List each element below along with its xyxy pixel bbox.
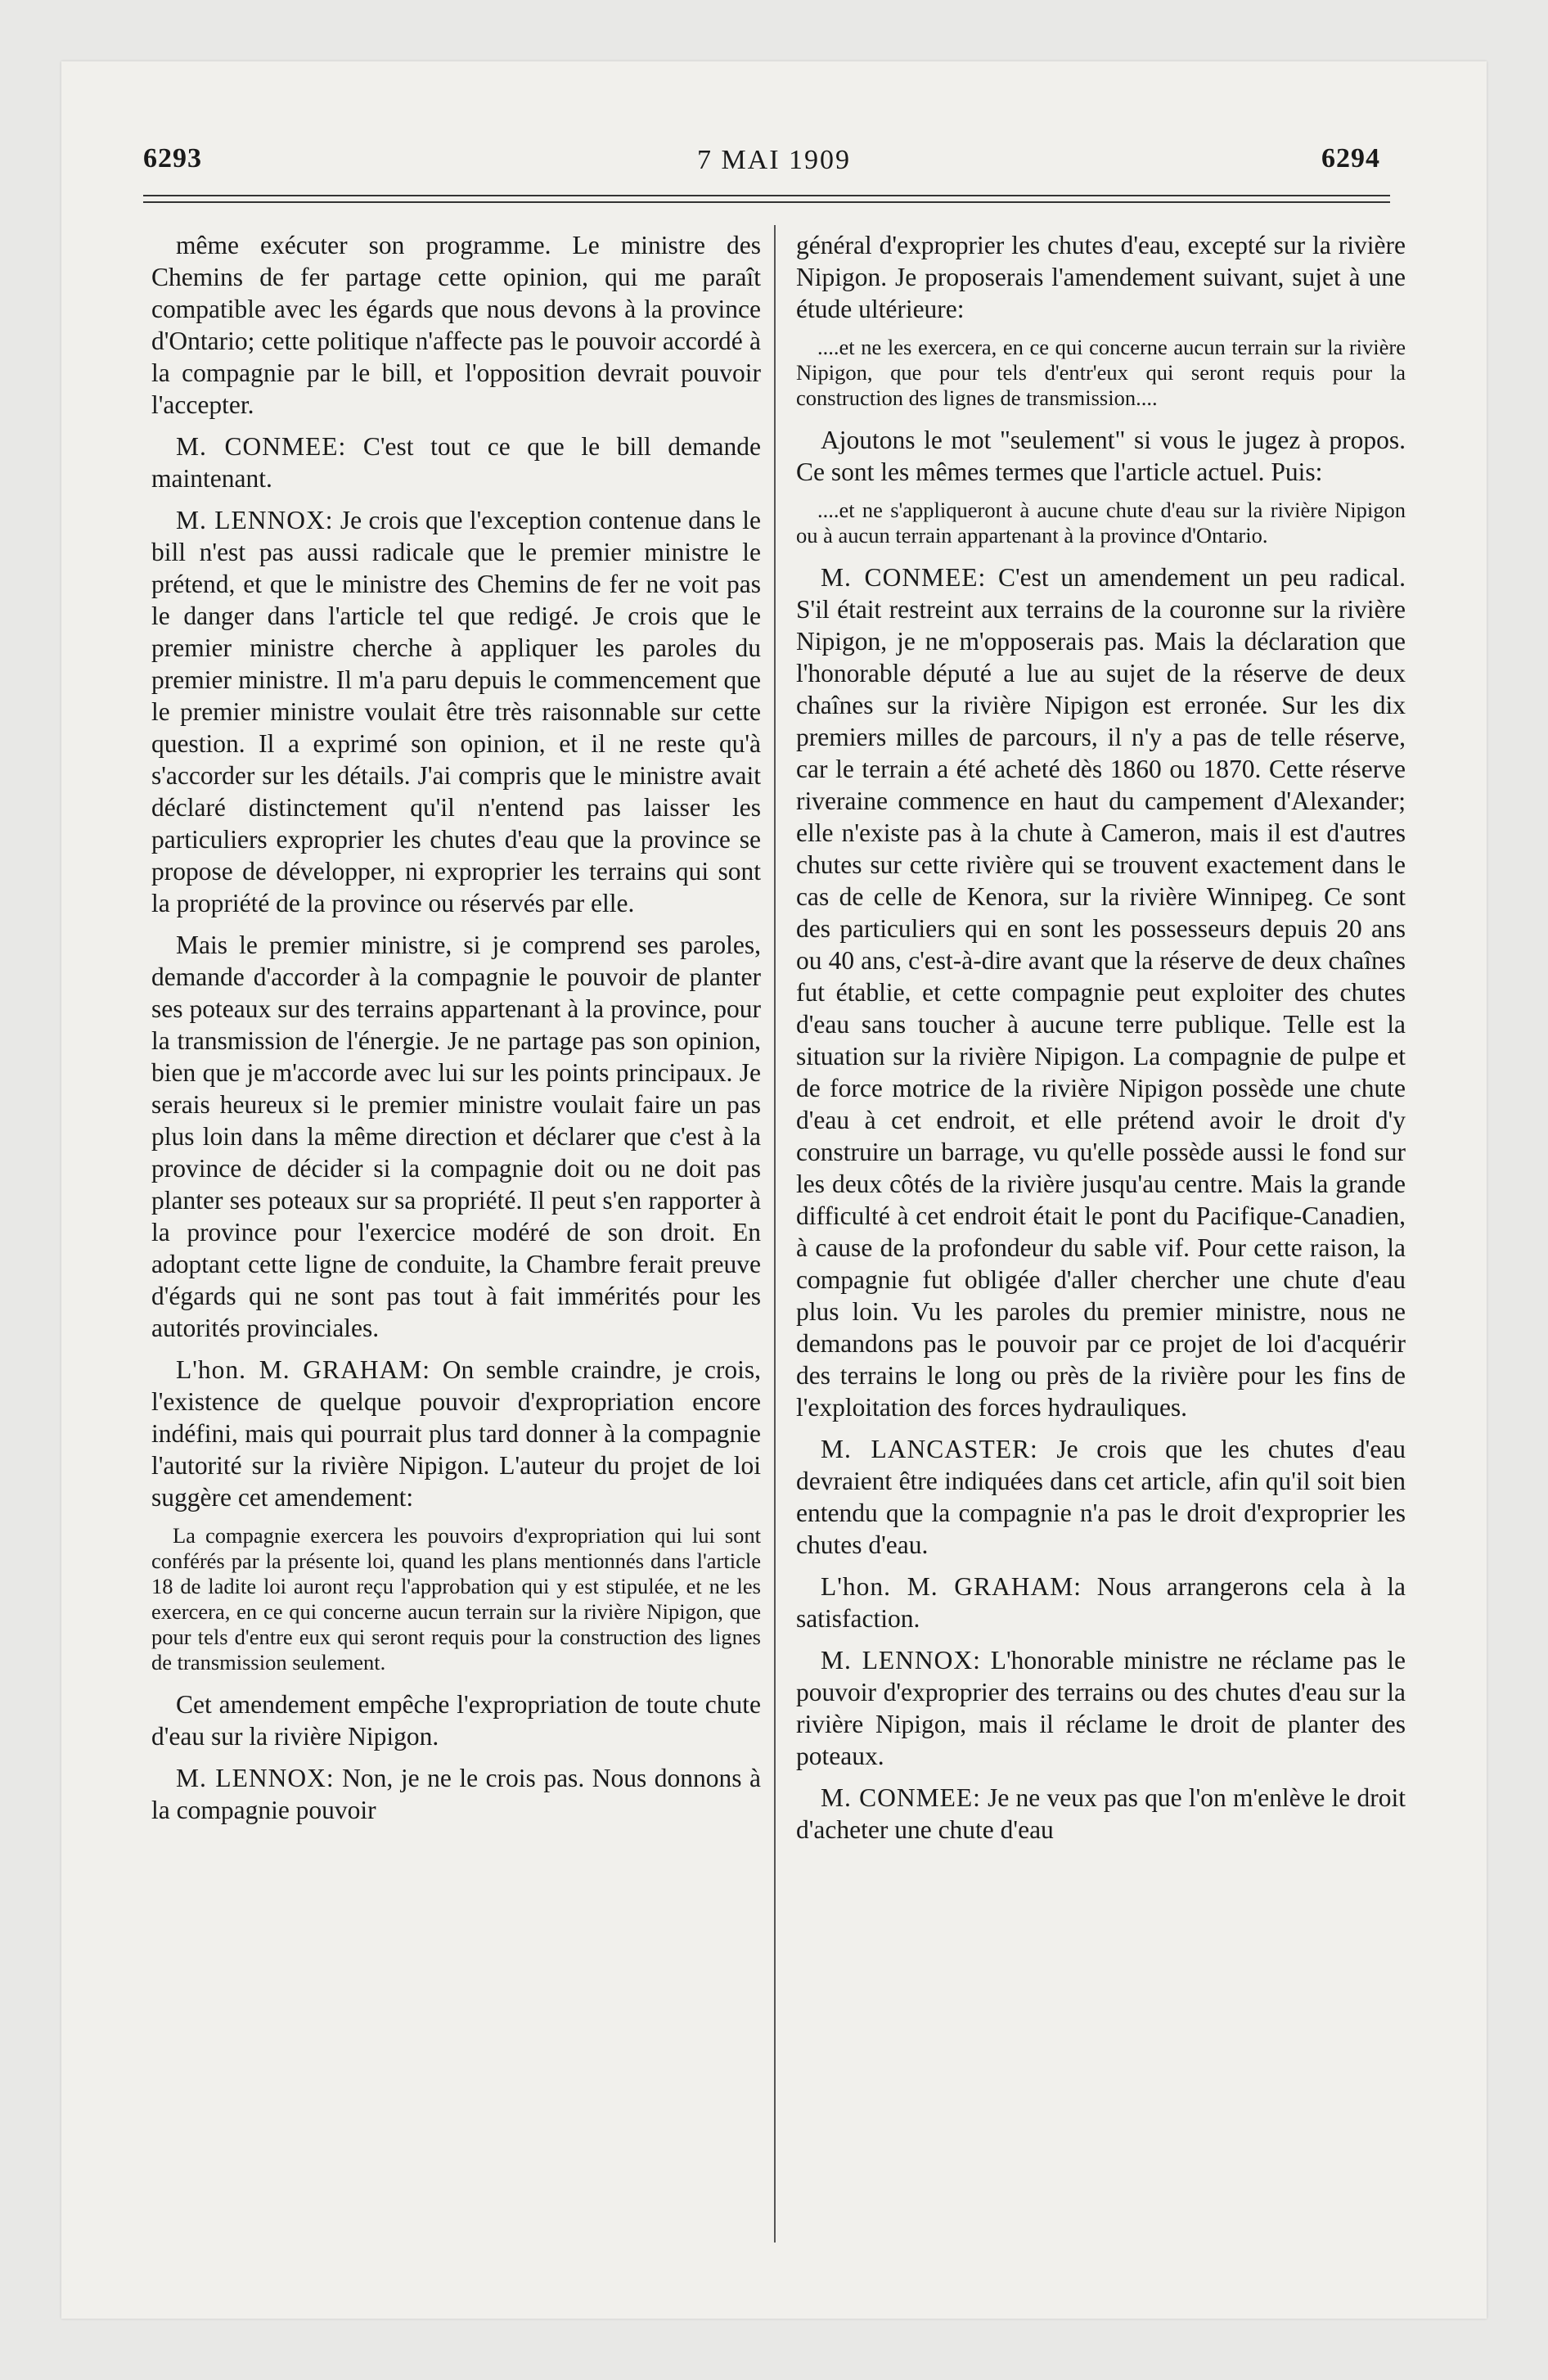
paragraph bbox=[796, 229, 1406, 325]
paragraph bbox=[151, 430, 761, 494]
document-page bbox=[61, 61, 1487, 2319]
paragraph-text: La compagnie exercera les pouvoirs d'expropriation qui lui sont conférés par la présente loi, quand les plans mentionnés dans l'article 18 de ladite loi auront reçu l'approbation qui y est stipulée, et ne les exercera, en ce qui concerne aucun terrain sur la rivière Nipigon, que pour tels d'entre eux qui seront requis pour la construction des lignes de transmission seulement. bbox=[151, 1523, 761, 1675]
right-column bbox=[796, 229, 1406, 1855]
paragraph-text: Cet amendement empêche l'expropriation de toute chute d'eau sur la rivière Nipigon. bbox=[151, 1690, 761, 1751]
header-rule-top bbox=[143, 195, 1390, 196]
speaker-name: M. LENNOX: bbox=[176, 1764, 335, 1792]
paragraph-text: général d'exproprier les chutes d'eau, excepté sur la rivière Nipigon. Je proposerais l'amendement suivant, sujet à une étude ultérieure: bbox=[796, 231, 1406, 323]
paragraph-text: Je crois que l'exception contenue dans le bill n'est pas aussi radicale que le premier ministre le prétend, et que le ministre des Chemins de fer ne voit pas le danger dans l'article tel que redigé. Je crois que le premier ministre cherche à appliquer les paroles du premier ministre. Il m'a paru depuis le commencement que le premier ministre voulait être très raisonnable sur cette question. Il a exprimé son opinion, et il ne reste qu'à s'accorder sur les détails. J'ai compris que le ministre avait déclaré distinctement qu'il n'entend pas laisser les particuliers exproprier les chutes d'eau que la province se propose de développer, ni exproprier les terrains qui sont la propriété de la province ou réservés par elle. bbox=[151, 506, 761, 917]
speaker-name: M. CONMEE: bbox=[821, 563, 987, 592]
paragraph-text: Je ne veux pas que l'on m'enlève le droit d'acheter une chute d'eau bbox=[796, 1783, 1406, 1844]
page-date: 7 MAI 1909 bbox=[696, 145, 852, 175]
speaker-name: M. CONMEE: bbox=[821, 1783, 981, 1812]
quoted-amendment bbox=[151, 1523, 761, 1675]
paragraph-text: Nous arrangerons cela à la satisfaction. bbox=[796, 1572, 1406, 1633]
paragraph bbox=[796, 561, 1406, 1423]
left-column bbox=[151, 229, 761, 1836]
paragraph-text: ....et ne les exercera, en ce qui concerne aucun terrain sur la rivière Nipigon, que pour tels d'entr'eux qui seront requis pour la construction des lignes de transmission.... bbox=[796, 335, 1406, 410]
column-divider bbox=[774, 225, 776, 2243]
speaker-name: M. LANCASTER: bbox=[821, 1435, 1038, 1463]
paragraph-text: Je crois que les chutes d'eau devraient être indiquées dans cet article, afin qu'il soit bien entendu que la compagnie n'a pas le droit d'exproprier les chutes d'eau. bbox=[796, 1435, 1406, 1559]
paragraph bbox=[151, 229, 761, 421]
paragraph-text: C'est tout ce que le bill demande maintenant. bbox=[151, 432, 761, 493]
paragraph-text: ....et ne s'appliqueront à aucune chute d'eau sur la rivière Nipigon ou à aucun terrain appartenant à la province d'Ontario. bbox=[796, 498, 1406, 548]
paragraph bbox=[151, 929, 761, 1344]
quoted-amendment bbox=[796, 335, 1406, 411]
paragraph bbox=[796, 1571, 1406, 1634]
paragraph bbox=[796, 1644, 1406, 1772]
paragraph-text: Ajoutons le mot "seulement" si vous le jugez à propos. Ce sont les mêmes termes que l'article actuel. Puis: bbox=[796, 426, 1406, 486]
speaker-name: M. LENNOX: bbox=[176, 506, 334, 534]
paragraph bbox=[796, 424, 1406, 488]
paragraph bbox=[151, 1354, 761, 1513]
paragraph-text: On semble craindre, je crois, l'existence de quelque pouvoir d'expropriation encore indéfini, mais qui pourrait plus tard donner à la compagnie l'autorité sur la rivière Nipigon. L'auteur du projet de loi suggère cet amendement: bbox=[151, 1355, 761, 1512]
paragraph bbox=[796, 1782, 1406, 1846]
paragraph-text: Non, je ne le crois pas. Nous donnons à la compagnie pouvoir bbox=[151, 1764, 761, 1824]
page-number-left: 6293 bbox=[143, 143, 202, 174]
speaker-name: M. LENNOX: bbox=[821, 1646, 981, 1675]
page-number-right: 6294 bbox=[1321, 143, 1380, 174]
paragraph-text: même exécuter son programme. Le ministre des Chemins de fer partage cette opinion, qui me paraît compatible avec les égards que nous devons à la province d'Ontario; cette politique n'affecte pas le pouvoir accordé à la compagnie par le bill, et l'opposition devrait pouvoir l'accepter. bbox=[151, 231, 761, 419]
paragraph-text: L'honorable ministre ne réclame pas le pouvoir d'exproprier des terrains ou des chutes d'eau sur la rivière Nipigon, mais il réclame le droit de planter des poteaux. bbox=[796, 1646, 1406, 1770]
paragraph-text: C'est un amendement un peu radical. S'il était restreint aux terrains de la couronne sur la rivière Nipigon, je ne m'opposerais pas. Mais la déclaration que l'honorable député a lue au sujet de la réserve de deux chaînes sur la rivière Nipigon est erronée. Sur les dix premiers milles de parcours, il n'y a pas de telle réserve, car le terrain a été acheté dès 1860 ou 1870. Cette réserve riveraine commence en haut du campement d'Alexander; elle n'existe pas à la chute à Cameron, mais il est d'autres chutes sur cette rivière qui se trouvent exactement dans le cas de celle de Kenora, sur la rivière Winnipeg. Ce sont des particuliers qui en sont les possesseurs depuis 20 ans ou 40 ans, c'est-à-dire avant que la réserve de deux chaînes fut établie, et cette compagnie peut exploiter des chutes d'eau sans toucher à aucune terre publique. Telle est la situation sur la rivière Nipigon. La compagnie de pulpe et de force motrice de la rivière Nipigon possède une chute d'eau à cet endroit, et elle prétend avoir le droit d'y construire un barrage, vu qu'elle possède aussi le fond sur les deux côtés de la rivière jusqu'au centre. Mais la grande difficulté à cet endroit était le pont du Pacifique-Canadien, à cause de la profondeur du sable vif. Pour cette raison, la compagnie fut obligée d'aller chercher une chute d'eau plus loin. Vu les paroles du premier ministre, nous ne demandons pas le pouvoir par ce projet de loi d'acquérir des terrains le long ou près de la rivière pour les fins de l'exploitation des forces hydrauliques. bbox=[796, 563, 1406, 1422]
paragraph bbox=[151, 504, 761, 919]
paragraph bbox=[151, 1762, 761, 1826]
paragraph bbox=[151, 1688, 761, 1752]
speaker-name: M. CONMEE: bbox=[176, 432, 347, 461]
paragraph-text: Mais le premier ministre, si je comprend ses paroles, demande d'accorder à la compagnie le pouvoir de planter ses poteaux sur des terrains appartenant à la province, pour la transmission de l'énergie. Je ne partage pas son opinion, bien que je m'accorde avec lui sur les points principaux. Je serais heureux si le premier ministre voulait faire un pas plus loin dans la même direction et déclarer que c'est à la province de décider si la compagnie doit ou ne doit pas planter ses poteaux sur sa propriété. Il peut s'en rapporter à la province pour l'exercice modéré de son droit. En adoptant cette ligne de conduite, la Chambre ferait preuve d'égards qui ne sont pas tout à fait immérités pour les autorités provinciales. bbox=[151, 931, 761, 1342]
header-rule-bottom bbox=[143, 201, 1390, 203]
speaker-name: L'hon. M. GRAHAM: bbox=[821, 1572, 1082, 1601]
quoted-amendment bbox=[796, 498, 1406, 548]
speaker-name: L'hon. M. GRAHAM: bbox=[176, 1355, 431, 1384]
paragraph bbox=[796, 1433, 1406, 1561]
